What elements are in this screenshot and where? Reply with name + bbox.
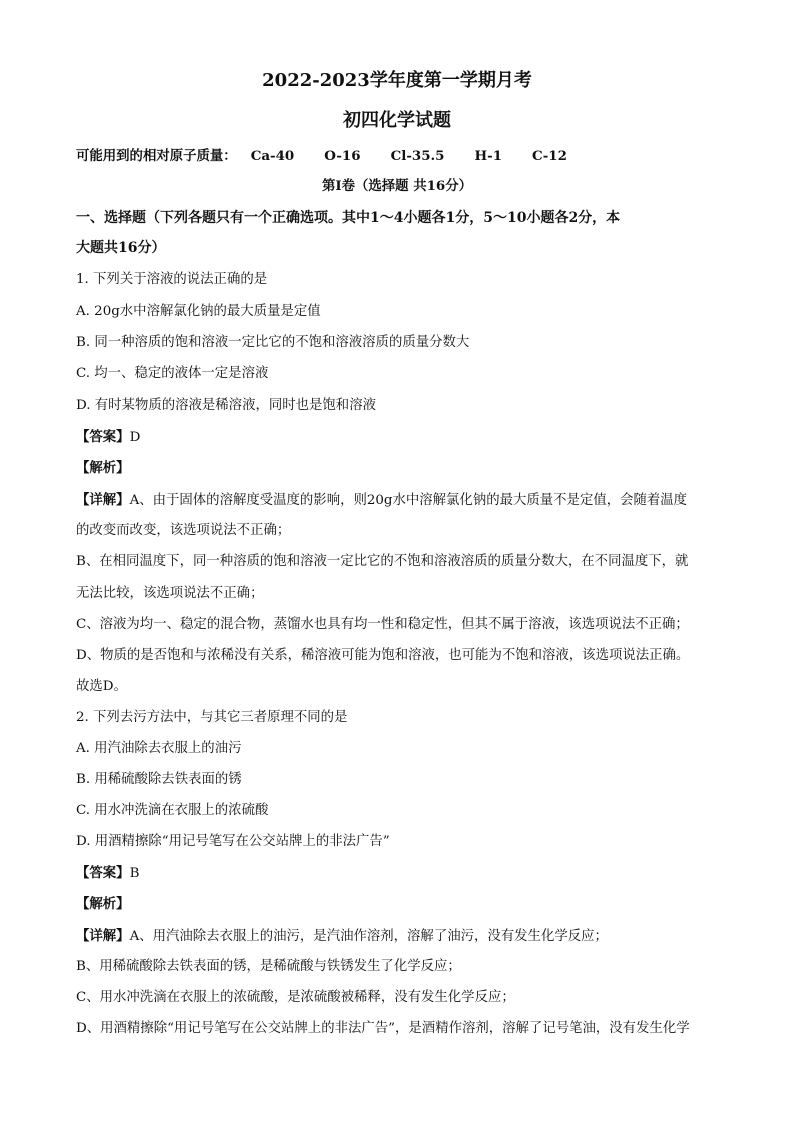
atomic-mass-item: H-1: [474, 148, 503, 164]
atomic-mass-label: 可能用到的相对原子质量：: [76, 148, 237, 164]
atomic-mass-item: C-12: [532, 148, 567, 164]
question-2-option-a: A. 用汽油除去衣服上的油污: [76, 741, 242, 756]
detail-text: D、用酒精擦除“用记号笔写在公交站牌上的非法广告”，是酒精作溶剂，溶解了记号笔油，没有发生化学: [76, 1021, 690, 1036]
section-instruction: 大题共16分）: [76, 240, 166, 256]
question-1-detail: [76, 490, 687, 511]
detail-text: 无法比较，该选项说法不正确；: [76, 586, 264, 601]
question-2-option-b: B. 用稀硫酸除去铁表面的锈: [76, 772, 242, 787]
detail-text: B、在相同温度下，同一种溶质的饱和溶液一定比它的不饱和溶液溶质的质量分数大，在不同温度下，就: [76, 554, 689, 569]
question-1-option-d: D. 有时某物质的溶液是稀溶液，同时也是饱和溶液: [76, 398, 376, 413]
section-instruction: 一、选择题（下列各题只有一个正确选项。其中1～4小题各1分，5～10小题各2分，本: [76, 210, 621, 226]
page-subtitle: 初四化学试题: [343, 110, 451, 131]
detail-tag: 【详解】: [76, 928, 130, 944]
detail-text: D、物质的是否饱和与浓稀没有关系，稀溶液可能为饱和溶液，也可能为不饱和溶液，该选项说法正确。: [76, 648, 690, 663]
atomic-mass-row: [76, 146, 567, 166]
page-title: 2022-2023学年度第一学期月考: [262, 70, 532, 91]
detail-text: B、用稀硫酸除去铁表面的锈，是稀硫酸与铁锈发生了化学反应；: [76, 959, 461, 974]
detail-text: A、用汽油除去衣服上的油污，是汽油作溶剂，溶解了油污，没有发生化学反应；: [129, 929, 608, 944]
detail-text: A、由于固体的溶解度受温度的影响，则20g水中溶解氯化钠的最大质量不是定值，会随着温度: [129, 493, 688, 508]
question-2-option-c: C. 用水冲洗滴在衣服上的浓硫酸: [76, 803, 269, 818]
analysis-tag: 【解析】: [76, 460, 130, 476]
question-1-answer: [76, 427, 140, 448]
atomic-mass-item: Ca-40: [250, 148, 295, 164]
detail-text: 的改变而改变，该选项说法不正确；: [76, 523, 291, 538]
atomic-mass-item: O-16: [324, 148, 361, 164]
question-1-stem: 1. 下列关于溶液的说法正确的是: [76, 272, 268, 287]
question-1-option-c: C. 均一、稳定的液体一定是溶液: [76, 366, 269, 381]
answer-value: D: [129, 430, 141, 445]
question-2-detail: [76, 926, 608, 947]
atomic-mass-item: Cl-35.5: [390, 148, 445, 164]
detail-tag: 【详解】: [76, 492, 130, 508]
answer-value: B: [129, 866, 140, 881]
detail-text: C、溶液为均一、稳定的混合物，蒸馏水也具有均一性和稳定性，但其不属于溶液，该选项说法不正确；: [76, 617, 689, 632]
answer-tag: 【答案】: [76, 865, 130, 881]
volume-heading: 第Ⅰ卷（选择题 共16分）: [321, 178, 473, 194]
question-2-option-d: D. 用酒精擦除“用记号笔写在公交站牌上的非法广告”: [76, 834, 390, 849]
analysis-tag: 【解析】: [76, 896, 130, 912]
question-1-option-b: B. 同一种溶质的饱和溶液一定比它的不饱和溶液溶质的质量分数大: [76, 335, 470, 350]
question-1-option-a: A. 20g水中溶解氯化钠的最大质量是定值: [76, 304, 321, 319]
question-2-answer: [76, 863, 139, 884]
detail-text: 故选D。: [76, 679, 127, 694]
answer-tag: 【答案】: [76, 429, 130, 445]
question-2-stem: 2. 下列去污方法中，与其它三者原理不同的是: [76, 710, 348, 725]
detail-text: C、用水冲洗滴在衣服上的浓硫酸，是浓硫酸被稀释，没有发生化学反应；: [76, 990, 515, 1005]
